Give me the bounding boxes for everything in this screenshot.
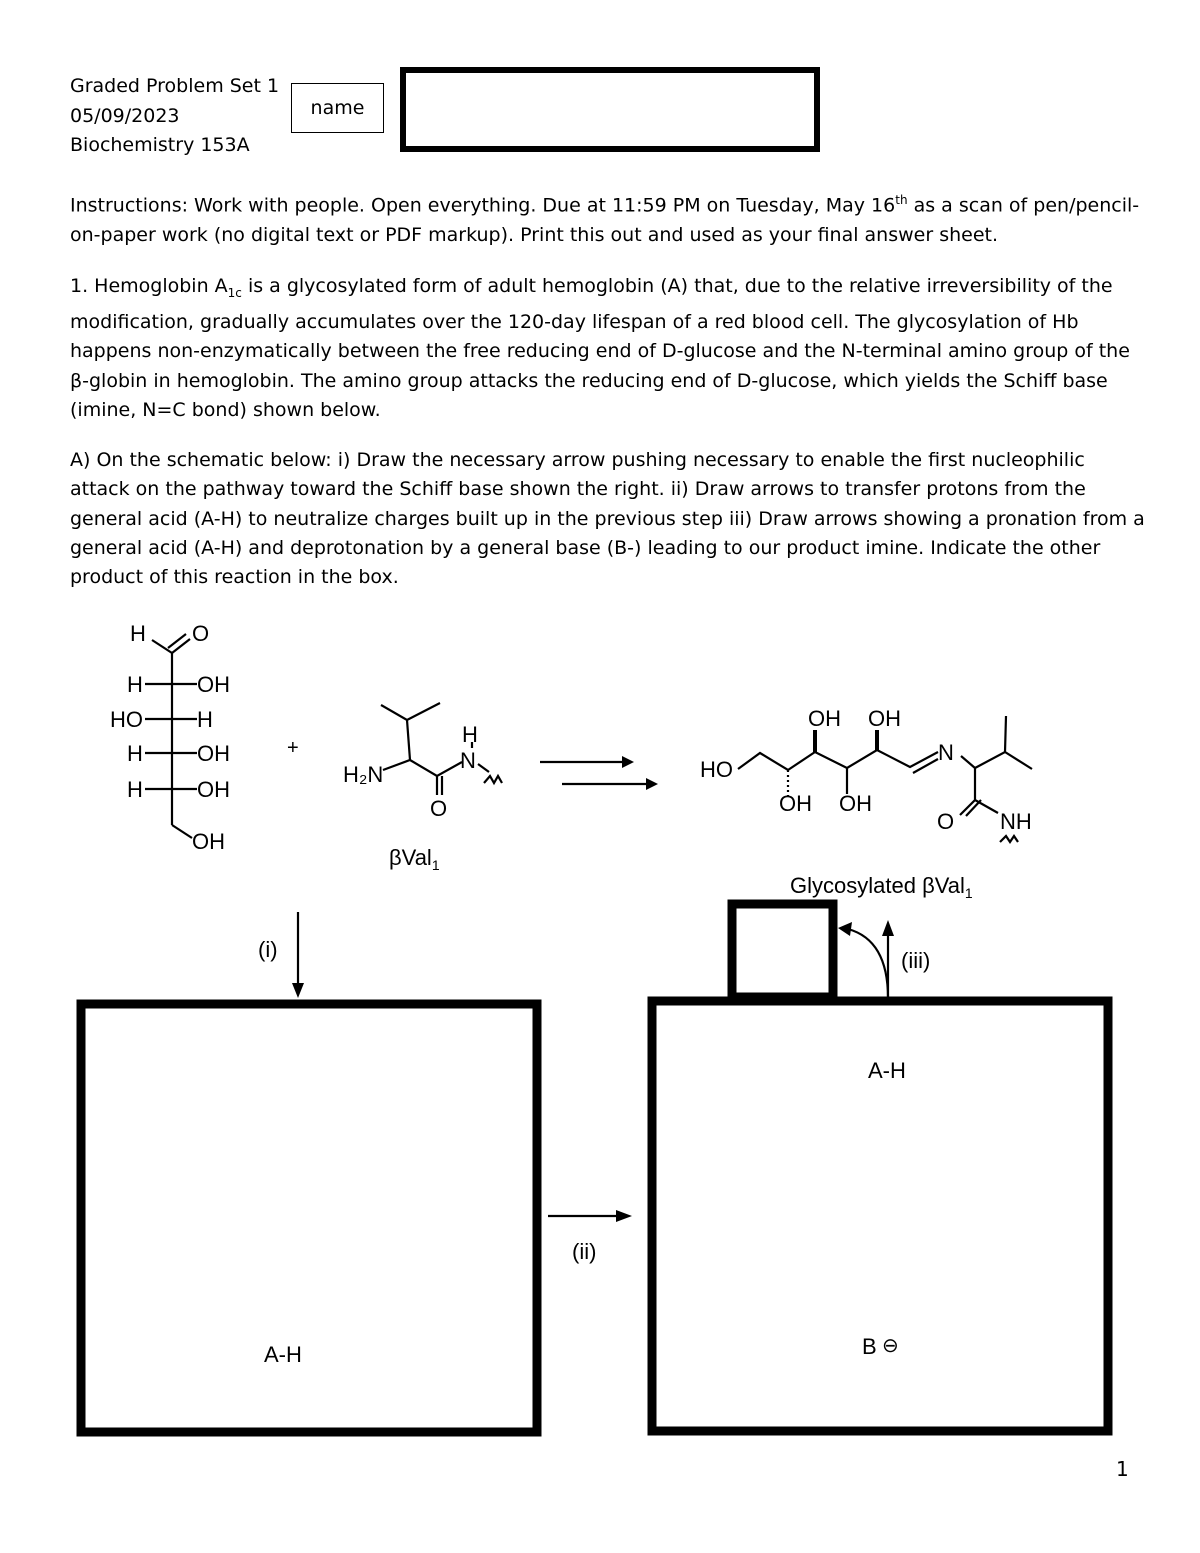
- assignment-date: 05/09/2023: [70, 104, 180, 127]
- box1-acid-label: A-H: [264, 1342, 302, 1367]
- glucose-aldehyde-o: O: [192, 621, 210, 646]
- instructions-sup: th: [895, 193, 908, 207]
- val-amide-h: H: [462, 722, 478, 747]
- glucose-c3-right: H: [197, 707, 213, 732]
- box2-base-label: B: [862, 1334, 877, 1359]
- question-1-text-1: 1. Hemoglobin A: [70, 275, 228, 297]
- step-iii-label: (iii): [901, 948, 931, 973]
- question-1-sub: 1c: [227, 285, 242, 300]
- step-iii-curved-arrow-head: [838, 922, 852, 936]
- glucose-c3-left: HO: [110, 707, 143, 732]
- glucose-c2-right: OH: [197, 672, 230, 697]
- forward-arrow-top-head: [622, 756, 634, 768]
- product-wavy-bond-icon: [1000, 836, 1018, 842]
- val-wavy-bond-icon: [484, 776, 502, 783]
- step-i-label: (i): [258, 937, 278, 962]
- glucose-c2-left: H: [127, 672, 143, 697]
- val-amine: H₂N: [343, 762, 384, 787]
- product-carbonyl-o: O: [937, 809, 955, 834]
- step-ii-arrow-head: [616, 1210, 632, 1222]
- glucose-c4-left: H: [127, 741, 143, 766]
- step-iii-arrow-head: [882, 920, 894, 936]
- step-ii-label: (ii): [572, 1239, 597, 1264]
- glucose-co-double-bond-a: [172, 639, 190, 653]
- val-skeleton: [381, 703, 462, 795]
- part-a-instructions: A) On the schematic below: i) Draw the necessary arrow pushing necessary to enable the first nucleophilic attack on the pathway toward the Schiff base shown the right. ii) Draw arrows to transfer protons from the general acid (A-H) to neutralize charges built up in the previous step iii) Draw arrows showing a pronation from a general acid (A-H) and deprotonation by a general base (B-) leading to our product imine. Indicate the other product of this reaction in the box.: [70, 449, 1145, 589]
- box2-acid-label: A-H: [868, 1058, 906, 1083]
- product-oh-bottom-2: OH: [839, 791, 872, 816]
- product-imine-n: N: [938, 740, 954, 765]
- glucose-c6-bond: [172, 825, 192, 838]
- glucose-c4-right: OH: [197, 741, 230, 766]
- glucose-c6-oh: OH: [192, 829, 225, 854]
- plus-sign: +: [287, 737, 299, 759]
- val-amide-n: N: [460, 748, 476, 773]
- product-oh-top-2: OH: [868, 706, 901, 731]
- glucose-aldehyde-h: H: [130, 621, 146, 646]
- instructions-text-2: as a scan of pen/pencil-on-paper work (no digital text or PDF markup). Print this out and used as your final answer sheet.: [70, 194, 1140, 246]
- val-label: βVal$_1$: [389, 845, 440, 873]
- glucose-c5-right: OH: [197, 777, 230, 802]
- name-label: [291, 83, 384, 133]
- product-ho: HO: [700, 757, 733, 782]
- product-nh: NH: [1000, 809, 1032, 834]
- product-oh-top-1: OH: [808, 706, 841, 731]
- val-carbonyl-o: O: [430, 796, 448, 821]
- step-i-arrow-head: [292, 983, 304, 998]
- name-label-text: name: [310, 97, 365, 119]
- product-imine-double-bond: [913, 759, 938, 773]
- product-oh-bottom-1: OH: [779, 791, 812, 816]
- question-1: [70, 272, 1145, 425]
- reaction-scheme: [0, 600, 1200, 1450]
- step-iii-curved-arrow: [848, 929, 888, 998]
- product-chain: [738, 750, 938, 770]
- glucose-co-double-bond-b: [168, 634, 186, 648]
- page-number: 1: [1116, 1457, 1129, 1481]
- instructions: [70, 186, 1145, 250]
- other-product-box[interactable]: [732, 904, 833, 997]
- product-valyl-skeleton: [960, 716, 1032, 816]
- product-label: Glycosylated βVal$_1$: [790, 873, 973, 901]
- forward-arrow-bottom-head: [646, 778, 658, 790]
- question-1-text-2: is a glycosylated form of adult hemoglobin (A) that, due to the relative irreversibility of the modification, gradually accumulates over the 120-day lifespan of a red blood cell. The glycosylation of Hb happens non-enzymatically between the free reducing end of D-glucose and the N-terminal amino group of the β-globin in hemoglobin. The amino group attacks the reducing end of D-glucose, which yields the Schiff base (imine, N=C bond) shown below.: [70, 275, 1130, 421]
- answer-box-1[interactable]: [81, 1004, 537, 1432]
- name-field[interactable]: [400, 67, 820, 152]
- instructions-text-1: Instructions: Work with people. Open everything. Due at 11:59 PM on Tuesday, May 16: [70, 194, 896, 217]
- base-charge-icon: ⊖: [882, 1335, 899, 1357]
- header-block: [70, 72, 279, 161]
- assignment-title: Graded Problem Set 1: [70, 75, 280, 97]
- glucose-c5-left: H: [127, 777, 143, 802]
- course-name: Biochemistry 153A: [70, 134, 250, 156]
